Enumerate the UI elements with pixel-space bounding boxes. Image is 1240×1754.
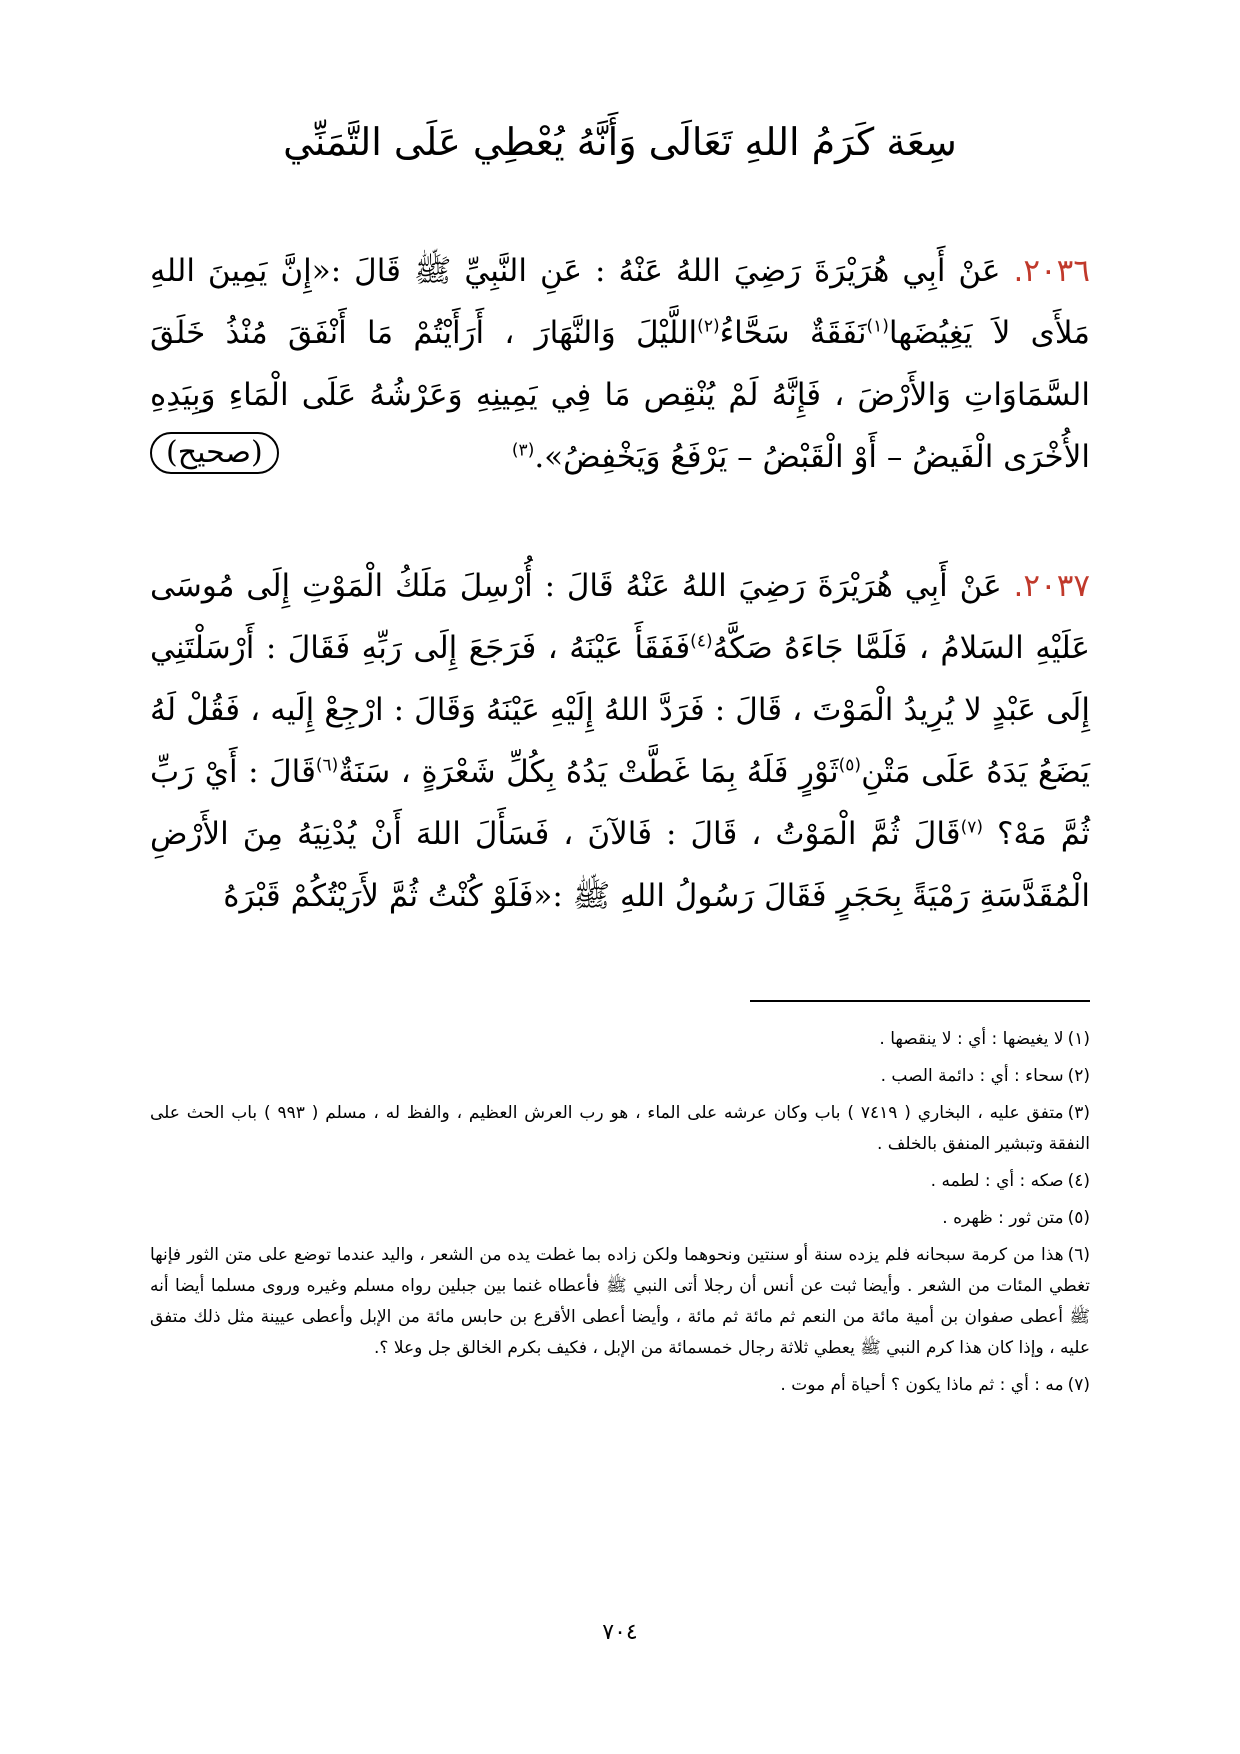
hadith-text: عَنْ أَبِي هُرَيْرَةَ رَضِيَ اللهُ عَنْهُ : عَنِ النَّبِيِّ ﷺ قَالَ :«إِنَّ يَمِينَ اللهِ مَلأَى لاَ يَغِيُضَها — [150, 253, 1090, 351]
grade-badge: (صحيح) — [150, 432, 279, 474]
footnote-ref[interactable]: (٢) — [697, 316, 720, 337]
footnote-text: هذا من كرمة سبحانه فلم يزده سنة أو سنتين ونحوهما ولكن زاده بما غطت يده من الشعر ، واليد عندما توضع على متن الثور فإنها تغطي المئات من الشعر . وأيضا ثبت عن أنس أن رجلا أتى النبي ﷺ فأعطاه غنما بين جبلين رواه مسلم وغيره وروى مسلما أيضا أنه ﷺ أعطى صفوان بن أمية مائة من النعم ثم مائة ثم مائة ، وأيضا أعطى الأقرع بن حابس مائة من الإبل وأعطى عيينة مثل ذلك متفق عليه ، وإذا كان هذا كرم النبي ﷺ يعطي ثلاثة رجال خمسمائة من الإبل ، فكيف بكرم الخالق جل وعلا ؟. — [150, 1245, 1090, 1358]
footnote-number: (٧) — [1067, 1375, 1090, 1395]
footnote-item — [150, 1166, 1090, 1197]
footnote-item — [150, 1370, 1090, 1401]
hadith-text: عَنْ أَبِي هُرَيْرَةَ رَضِيَ اللهُ عَنْهُ قَالَ : أُرْسِلَ مَلَكُ الْمَوْتِ إِلَى مُوسَى عَلَيْهِ السَلامُ ، فَلَمَّا جَاءَهُ صَكَّهُ — [150, 568, 1090, 666]
footnote-ref[interactable]: (١) — [866, 316, 889, 337]
footnote-number: (٣) — [1067, 1103, 1090, 1123]
hadith-text: نَفَقَةٌ سَحَّاءُ — [719, 315, 867, 351]
hadith-text: قَالَ : أَيْ رَبِّ ثُمَّ مَهْ؟ — [150, 754, 1090, 852]
footnote-text: متن ثور : ظهره . — [942, 1208, 1064, 1228]
footnote-number: (١) — [1067, 1029, 1090, 1049]
footnote-ref[interactable]: (٤) — [690, 631, 713, 652]
footnote-text: متفق عليه ، البخاري ( ٧٤١٩ ) باب وكان عرشه على الماء ، هو رب العرش العظيم ، والفظ له ، مسلم ( ٩٩٣ ) باب الحث على النفقة وتبشير المنفق بالخلف . — [150, 1103, 1090, 1154]
hadith-text: فَفَقَأَ عَيْنَهُ ، فَرَجَعَ إِلَى رَبِّهِ فَقَالَ : أَرْسَلْتَنِي إِلَى عَبْدٍ لا يُرِيدُ الْمَوْتَ ، قَالَ : فَرَدَّ اللهُ إِلَيْهِ عَيْنَهُ وَقَالَ : ارْجِعْ إِلَيه ، فَقُلْ لَهُ يَضَعُ يَدَهُ عَلَى مَتْنِ — [150, 630, 1090, 790]
footnote-number: (٦) — [1067, 1245, 1090, 1265]
footnote-ref[interactable]: (٥) — [838, 755, 862, 776]
footnote-ref[interactable]: (٧) — [960, 817, 984, 838]
hadith-2036 — [150, 240, 1090, 488]
hadith-number: ٢٠٣٦. — [1013, 253, 1090, 289]
hadith-text: اللَّيْلَ وَالنَّهَارَ ، أَرَأَيْتُمْ مَا أَنْفَقَ مُنْذُ خَلَقَ السَّمَاوَاتِ وَالأَرْضَ ، فَإِنَّهُ لَمْ يُنْقِص مَا فِي يَمِينِهِ وَعَرْشُهُ عَلَى الْمَاءِ وَبِيَدِهِ الأُخْرَى الْفَيضُ – أَوْ الْقَبْضُ – يَرْفَعُ وَيَخْفِضُ». — [150, 315, 1090, 475]
footnote-text: صكه : أي : لطمه . — [930, 1171, 1064, 1191]
footnote-text: مه : أي : ثم ماذا يكون ؟ أحياة أم موت . — [780, 1375, 1064, 1395]
document-page — [150, 0, 1090, 1754]
hadith-2037 — [150, 555, 1090, 927]
footnote-number: (٢) — [1067, 1066, 1090, 1086]
footnote-item — [150, 1098, 1090, 1160]
footnote-number: (٤) — [1067, 1171, 1090, 1191]
page-number: ٧٠٤ — [602, 1620, 638, 1645]
footnote-ref[interactable]: (٦) — [315, 755, 339, 776]
footnote-item — [150, 1203, 1090, 1234]
footnote-item — [150, 1061, 1090, 1092]
footnote-divider — [750, 1000, 1090, 1002]
hadith-text: ثَوْرٍ فَلَهُ بِمَا غَطَّتْ يَدُهُ بِكُلِّ شَعْرَةٍ ، سَنَةٌ — [338, 754, 839, 790]
footnote-number: (٥) — [1067, 1208, 1090, 1228]
footnote-item — [150, 1024, 1090, 1055]
hadith-text: قَالَ ثُمَّ الْمَوْتُ ، قَالَ : فَالآنَ ، فَسَأَلَ اللهَ أَنْ يُدْنِيَهُ مِنَ الأَرْضِ الْمُقَدَّسَةِ رَمْيَةً بِحَجَرٍ فَقَالَ رَسُولُ اللهِ ﷺ :«فَلَوْ كُنْتُ ثُمَّ لأَرَيْتُكُمْ قَبْرَهُ — [150, 816, 1090, 914]
footnotes — [150, 1024, 1090, 1407]
hadith-number: ٢٠٣٧. — [1013, 568, 1090, 604]
footnote-text: لا يغيضها : أي : لا ينقصها . — [879, 1029, 1064, 1049]
footnote-item — [150, 1240, 1090, 1364]
footnote-ref[interactable]: (٣) — [511, 440, 535, 461]
footnote-text: سحاء : أي : دائمة الصب . — [880, 1066, 1064, 1086]
chapter-title: سِعَة كَرَمُ اللهِ تَعَالَى وَأَنَّهُ يُعْطِي عَلَى التَّمَنِّي — [283, 120, 957, 164]
